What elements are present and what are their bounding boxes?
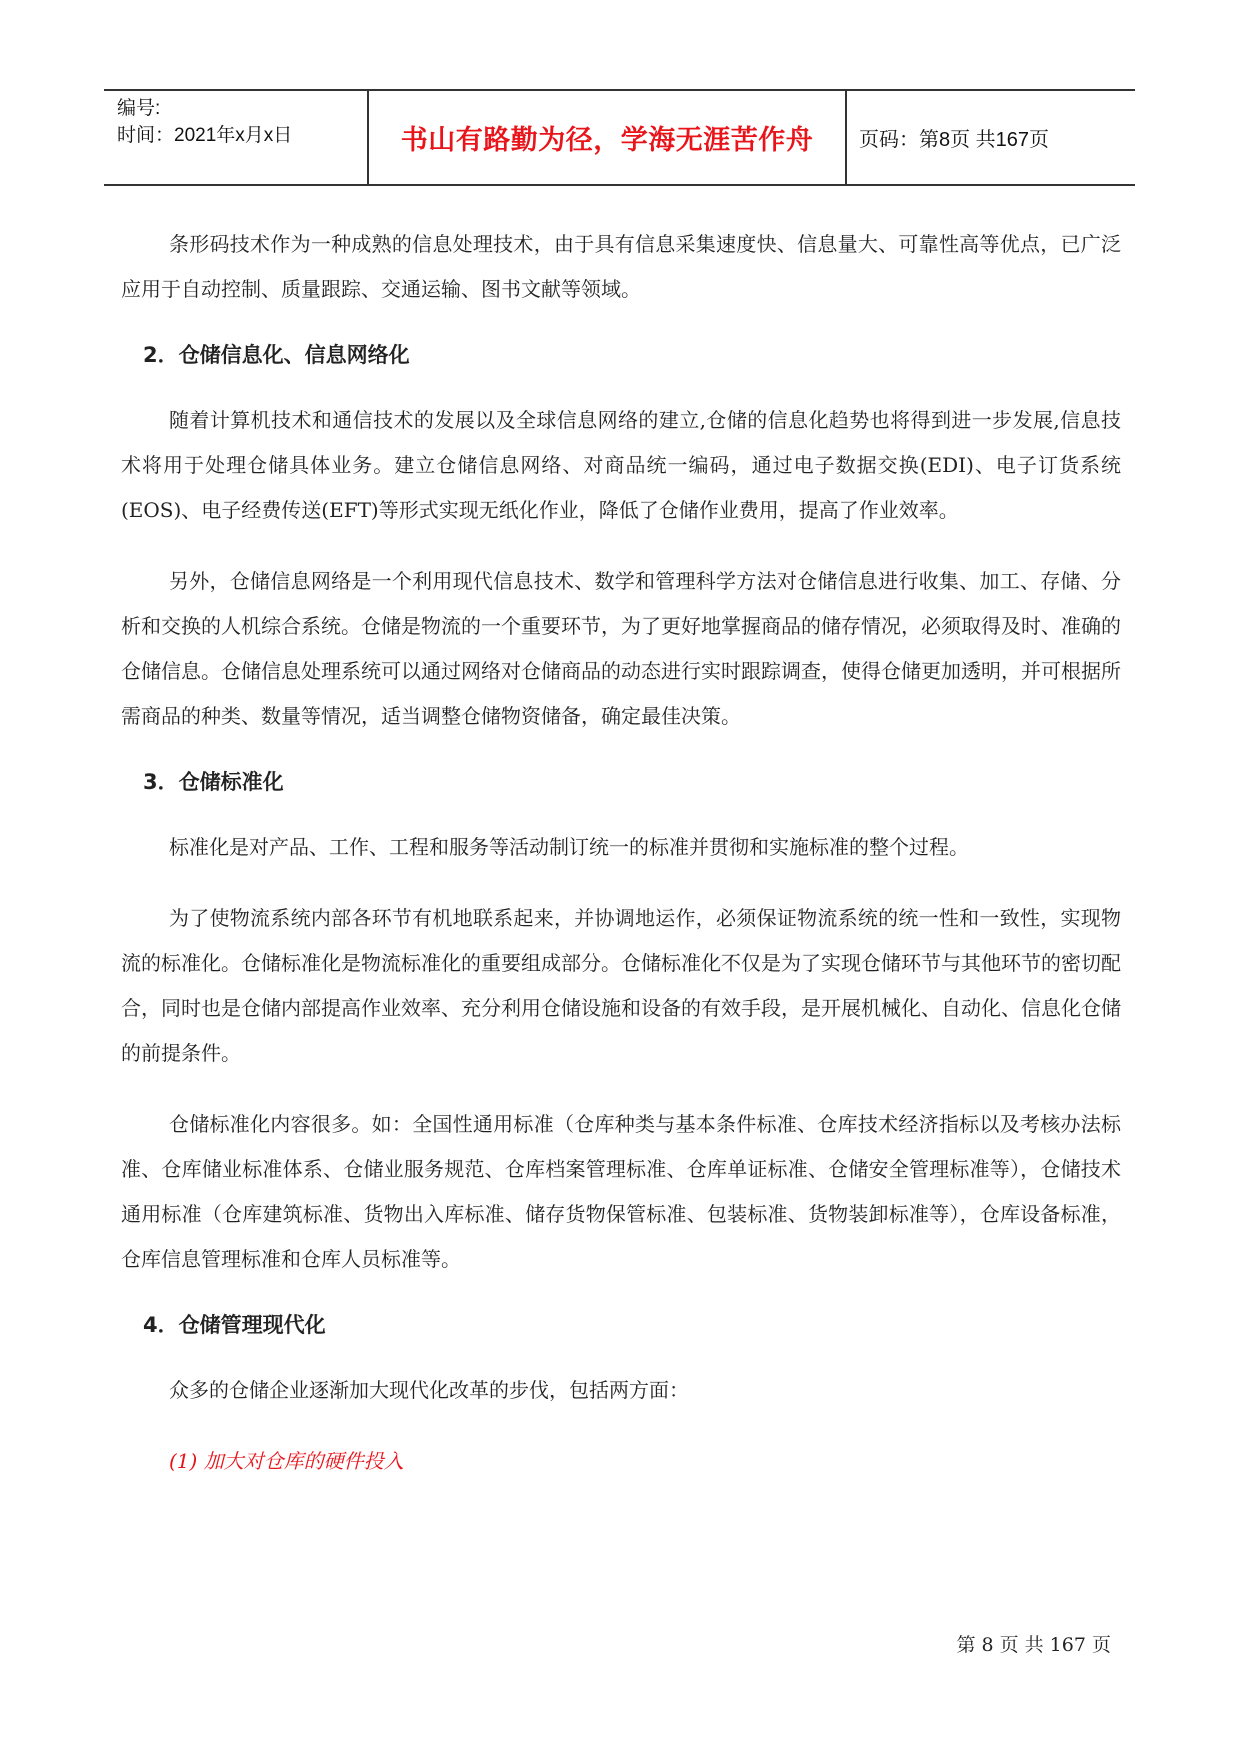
section-heading-2: 2．仓储信息化、信息网络化 [143, 343, 410, 367]
header-motto: 书山有路勤为径，学海无涯苦作舟 [367, 91, 847, 184]
subheading-hardware: (1) 加大对仓库的硬件投入 [169, 1449, 404, 1473]
document-date: 时间：2021年x月x日 [117, 125, 293, 146]
paragraph-informatization: 随着计算机技术和通信技术的发展以及全球信息网络的建立,仓储的信息化趋势也将得到进一步发展,信息技术将用于处理仓储具体业务。建立仓储信息网络、对商品统一编码，通过电子数据交换(EDI)、电子订货系统(EOS)、电子经费传送(EFT)等形式实现无纸化作业，降低了仓储作业费用，提高了作业效率。 [121, 408, 1121, 522]
paragraph-standardization-def: 标准化是对产品、工作、工程和服务等活动制订统一的标准并贯彻和实施标准的整个过程。 [169, 835, 969, 859]
section-heading-4: 4．仓储管理现代化 [143, 1313, 326, 1337]
document-number-label: 编号: [117, 98, 161, 119]
paragraph-standardization-content: 仓储标准化内容很多。如：全国性通用标准（仓库种类与基本条件标准、仓库技术经济指标以及考核办法标准、仓库储业标准体系、仓储业服务规范、仓库档案管理标准、仓库单证标准、仓储安全管理标准等），仓储技术通用标准（仓库建筑标准、货物出入库标准、储存货物保管标准、包装标准、货物装卸标准等），仓库设备标准，仓库信息管理标准和仓库人员标准等。 [121, 1112, 1121, 1271]
paragraph-standardization-purpose: 为了使物流系统内部各环节有机地联系起来，并协调地运作，必须保证物流系统的统一性和一致性，实现物流的标准化。仓储标准化是物流标准化的重要组成部分。仓储标准化不仅是为了实现仓储环节与其他环节的密切配合，同时也是仓储内部提高作业效率、充分利用仓储设施和设备的有效手段，是开展机械化、自动化、信息化仓储的前提条件。 [121, 906, 1121, 1065]
paragraph-modernization: 众多的仓储企业逐渐加大现代化改革的步伐，包括两方面： [169, 1378, 689, 1402]
section-heading-3: 3．仓储标准化 [143, 770, 284, 794]
header-meta [104, 91, 367, 184]
page-header [104, 89, 1135, 186]
header-page-info: 页码：第8页 共167页 [859, 129, 1050, 151]
page-footer: 第 8 页 共 167 页 [956, 1634, 1111, 1656]
paragraph-barcode: 条形码技术作为一种成熟的信息处理技术，由于具有信息采集速度快、信息量大、可靠性高等优点，已广泛应用于自动控制、质量跟踪、交通运输、图书文献等领域。 [121, 232, 1121, 301]
paragraph-info-network: 另外，仓储信息网络是一个利用现代信息技术、数学和管理科学方法对仓储信息进行收集、加工、存储、分析和交换的人机综合系统。仓储是物流的一个重要环节，为了更好地掌握商品的储存情况，必须取得及时、准确的仓储信息。仓储信息处理系统可以通过网络对仓储商品的动态进行实时跟踪调查，使得仓储更加透明，并可根据所需商品的种类、数量等情况，适当调整仓储物资储备，确定最佳决策。 [121, 569, 1121, 728]
document-body [121, 222, 1121, 1484]
